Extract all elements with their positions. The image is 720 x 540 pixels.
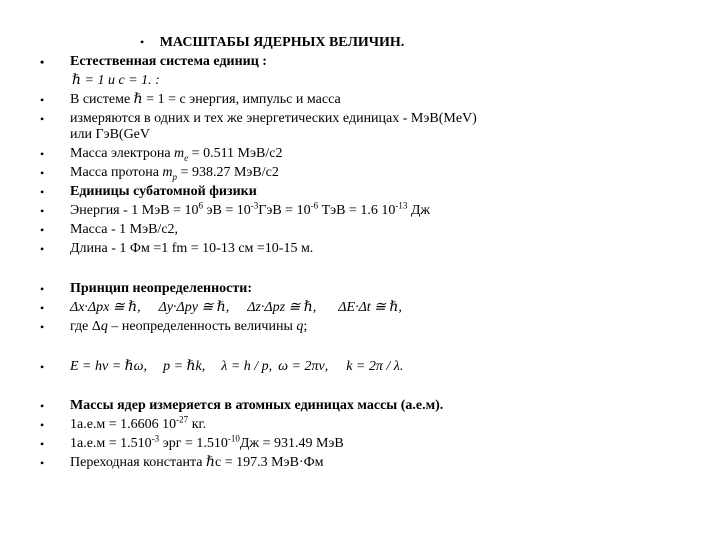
energy-exp-1: 6 <box>198 200 203 211</box>
note-end: ; <box>303 319 308 334</box>
mass-unit-line <box>40 222 700 238</box>
energy-part-a: Энергия - 1 МэВ = 10 <box>70 203 199 218</box>
title-text: МАСШТАБЫ ЯДЕРНЫХ ВЕЛИЧИН. <box>159 35 405 50</box>
length-unit-line <box>40 241 700 257</box>
note-q: q <box>100 319 108 334</box>
note-prefix: где Δ <box>70 319 101 334</box>
bullet: • <box>40 320 45 334</box>
bullet: • <box>40 204 45 218</box>
bullet: • <box>40 112 45 126</box>
proton-mass-subscript: p <box>172 171 178 182</box>
bullet: • <box>40 418 45 432</box>
electron-mass-value: = 0.511 МэВ/с2 <box>188 146 283 161</box>
conversion-constant-line <box>40 455 700 471</box>
amu-energy-part-c: Дж = 931.49 МэВ <box>239 436 344 451</box>
energy-part-b: эВ = 10 <box>202 203 251 218</box>
subatomic-units-heading <box>40 184 700 200</box>
uncertainty-note <box>40 319 700 335</box>
bullet: • <box>40 166 45 180</box>
uncertainty-heading <box>40 281 700 297</box>
bullet: • <box>40 301 45 315</box>
natural-units-heading <box>40 54 700 70</box>
bullet: • <box>40 185 45 199</box>
bullet: • <box>40 360 45 374</box>
electron-mass-symbol: m <box>174 146 185 161</box>
amu-kg-part-a: 1а.е.м = 1.6606 10 <box>70 417 177 432</box>
amu-kg-line <box>40 414 700 433</box>
bullet: • <box>40 93 45 107</box>
energy-exp-4: -13 <box>395 200 408 211</box>
bullet: • <box>40 399 45 413</box>
amu-energy-exp-2: -10 <box>227 433 240 444</box>
amu-kg-part-b: кг. <box>188 417 207 432</box>
amu-energy-part-b: эрг = 1.510 <box>159 436 228 451</box>
energy-part-d: ТэВ = 1.6 10 <box>318 203 396 218</box>
slide-title <box>140 34 404 51</box>
wavelength-formula: λ = h / p, <box>221 359 273 374</box>
conversion-constant-text: Переходная константа ℏc = 197.3 МэВ·Фм <box>70 455 324 470</box>
uncertainty-heading-text: Принцип неопределенности: <box>70 281 252 296</box>
angular-frequency-formula: ω = 2πν, <box>278 359 329 374</box>
energy-units-line <box>40 111 700 143</box>
electron-mass-label: Масса электрона <box>70 146 175 161</box>
uncertainty-z: Δz·Δpz ≅ ℏ, <box>247 300 317 315</box>
note-q2: q <box>296 319 304 334</box>
energy-units-text-cont: или ГэВ(GeV <box>70 127 151 142</box>
bullet: • <box>40 282 45 296</box>
proton-mass-value: = 938.27 МэВ/с2 <box>177 165 279 180</box>
system-line <box>40 92 700 108</box>
bullet: • <box>40 437 45 451</box>
amu-energy-part-a: 1а.е.м = 1.510 <box>70 436 152 451</box>
natural-units-heading-text: Естественная система единиц : <box>70 54 267 69</box>
energy-frequency-formula: E = hν = ℏω, <box>70 359 148 374</box>
length-unit-text: Длина - 1 Фм =1 fm = 10-13 см =10-15 м. <box>70 241 314 256</box>
energy-line <box>40 200 700 219</box>
units-definition-text: ℏ = 1 и c = 1. : <box>72 73 160 88</box>
electron-mass-line <box>40 146 700 163</box>
uncertainty-energy-time: ΔE·Δt ≅ ℏ, <box>338 300 402 315</box>
amu-kg-exp: -27 <box>176 414 189 425</box>
amu-energy-exp-1: -3 <box>151 433 160 444</box>
title-bullet: • <box>140 35 145 49</box>
system-line-text: В системе ℏ = 1 = c энергия, импульс и масса <box>70 92 341 107</box>
energy-exp-2: -3 <box>250 200 259 211</box>
bullet: • <box>40 223 45 237</box>
units-definition <box>72 73 700 89</box>
momentum-formula: p = ℏk, <box>163 359 206 374</box>
proton-mass-symbol: m <box>162 165 173 180</box>
subatomic-units-heading-text: Единицы субатомной физики <box>70 184 257 199</box>
wavenumber-formula: k = 2π / λ. <box>346 359 404 374</box>
energy-part-c: ГэВ = 10 <box>258 203 311 218</box>
uncertainty-relations <box>40 300 700 316</box>
energy-exp-3: -6 <box>310 200 319 211</box>
nuclear-mass-heading <box>40 398 700 414</box>
amu-energy-line <box>40 433 700 452</box>
proton-mass-label: Масса протона <box>70 165 163 180</box>
nuclear-mass-heading-text: Массы ядер измеряется в атомных единицах массы (а.е.м). <box>70 398 444 413</box>
bullet: • <box>40 55 45 69</box>
wave-formulas <box>40 359 700 375</box>
bullet: • <box>40 456 45 470</box>
energy-units-text: измеряются в одних и тех же энергетических единицах - МэВ(MeV) <box>70 111 477 126</box>
uncertainty-y: Δy·Δpy ≅ ℏ, <box>158 300 230 315</box>
mass-unit-text: Масса - 1 МэВ/c2, <box>70 222 179 237</box>
energy-part-e: Дж <box>407 203 431 218</box>
bullet: • <box>40 242 45 256</box>
electron-mass-subscript: e <box>184 152 189 163</box>
bullet: • <box>40 147 45 161</box>
proton-mass-line <box>40 165 700 182</box>
note-middle: – неопределенность величины <box>107 319 297 334</box>
uncertainty-x: Δx·Δpx ≅ ℏ, <box>70 300 141 315</box>
